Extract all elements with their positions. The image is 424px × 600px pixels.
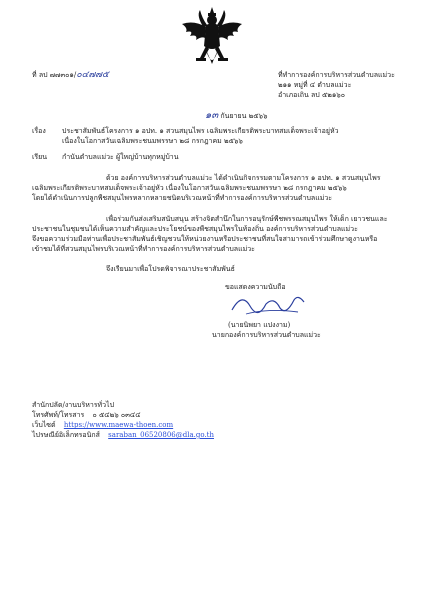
website-link[interactable]: https://www.maewa-thoen.com xyxy=(63,421,174,429)
date-day-handwritten: ๑๓ xyxy=(205,110,219,121)
closing-request: จึงเรียนมาเพื่อโปรดพิจารณาประชาสัมพันธ์ xyxy=(106,265,235,273)
body-paragraph1-line1: ด้วย องค์การบริหารส่วนตำบลแม่วะ ได้ดำเนินกิจกรรมตามโครงการ ๑ อปท. ๑ สวนสมุนไพร xyxy=(106,174,381,182)
body-paragraph2-line2: ประชาชนในชุมชนได้เห็นความสำคัญและประโยชน์ของพืชสมุนไพรในท้องถิ่น องค์การบริหารส่วนตำบลแม่วะ xyxy=(32,225,358,233)
date-month-year: กันยายน ๒๕๖๖ xyxy=(220,112,268,120)
sender-address-line1: ๒๑๑ หมู่ที่ ๔ ตำบลแม่วะ xyxy=(278,81,352,89)
body-paragraph2-line4: เข้าชมได้ที่สวนสมุนไพรบริเวณหน้าที่ทำการองค์การบริหารส่วนตำบลแม่วะ xyxy=(32,245,255,253)
reference-handwritten: ๐๔๗๗๕ xyxy=(76,70,109,80)
body-paragraph1-line3: โดยได้ดำเนินการปลูกพืชสมุนไพรหลากหลายชนิดบริเวณหน้าที่ทำการองค์การบริหารส่วนตำบลแม่วะ xyxy=(32,194,333,202)
recipient-label: เรียน xyxy=(32,153,48,161)
email-label: ไปรษณีย์อิเล็กทรอนิกส์ xyxy=(32,431,100,439)
closing-regards: ขอแสดงความนับถือ xyxy=(225,283,286,291)
signatory-name: (นายนิพยา แปงงาม) xyxy=(228,321,291,329)
recipient-text: กำนันตำบลแม่วะ ผู้ใหญ่บ้านทุกหมู่บ้าน xyxy=(62,153,179,161)
body-paragraph1-line2: เฉลิมพระเกียรติพระบาทสมเด็จพระเจ้าอยู่หัว เนื่องในโอกาสวันเฉลิมพระชนมพรรษา ๒๘ กรกฎาคม ๒๕๖๖ xyxy=(32,184,347,192)
subject-line2: เนื่องในโอกาสวันเฉลิมพระชนมพรรษา ๒๘ กรกฎาคม ๒๕๖๖ xyxy=(62,137,243,145)
website-line xyxy=(32,421,173,430)
letter-date xyxy=(205,111,267,121)
phone-line xyxy=(32,411,141,420)
sender-address-line2: อำเภอเถิน ลป ๕๒๑๖๐ xyxy=(278,91,346,99)
signatory-position: นายกองค์การบริหารส่วนตำบลแม่วะ xyxy=(212,331,321,339)
subject-line1: ประชาสัมพันธ์โครงการ ๑ อปท. ๑ สวนสมุนไพร เฉลิมพระเกียรติพระบาทสมเด็จพระเจ้าอยู่หัว xyxy=(62,127,339,135)
email-line xyxy=(32,431,214,440)
phone-number: ๐ ๕๔๒๖ ๐๓๔๔ xyxy=(92,411,141,419)
reference-prefix: ที่ ลป ๗๗๓๐๑/ xyxy=(32,71,77,79)
website-label: เว็บไซต์ xyxy=(32,421,56,429)
office-department: สำนักปลัด/งานบริหารทั่วไป xyxy=(32,401,115,409)
subject-label: เรื่อง xyxy=(32,127,46,135)
email-link[interactable]: saraban_06520806@dla.go.th xyxy=(108,431,214,439)
body-paragraph2-line1: เพื่อร่วมกันส่งเสริมสนับสนุน สร้างจิตสำนึกในการอนุรักษ์พืชพรรณสมุนไพร ให้เด็ก เยาวชนและ xyxy=(106,215,388,223)
body-paragraph2-line3: จึงขอความร่วมมือท่านเพื่อประชาสัมพันธ์เชิญชวนให้หน่วยงานหรือประชาชนที่สนใจสามารถเข้าร่วมศึกษาดูงานหรือ xyxy=(32,235,378,243)
handwritten-signature xyxy=(228,288,308,322)
phone-label: โทรศัพท์/โทรสาร xyxy=(32,411,85,419)
reference-number xyxy=(32,71,109,80)
garuda-emblem-icon xyxy=(180,6,244,72)
sender-organization: ที่ทำการองค์การบริหารส่วนตำบลแม่วะ xyxy=(278,71,395,79)
